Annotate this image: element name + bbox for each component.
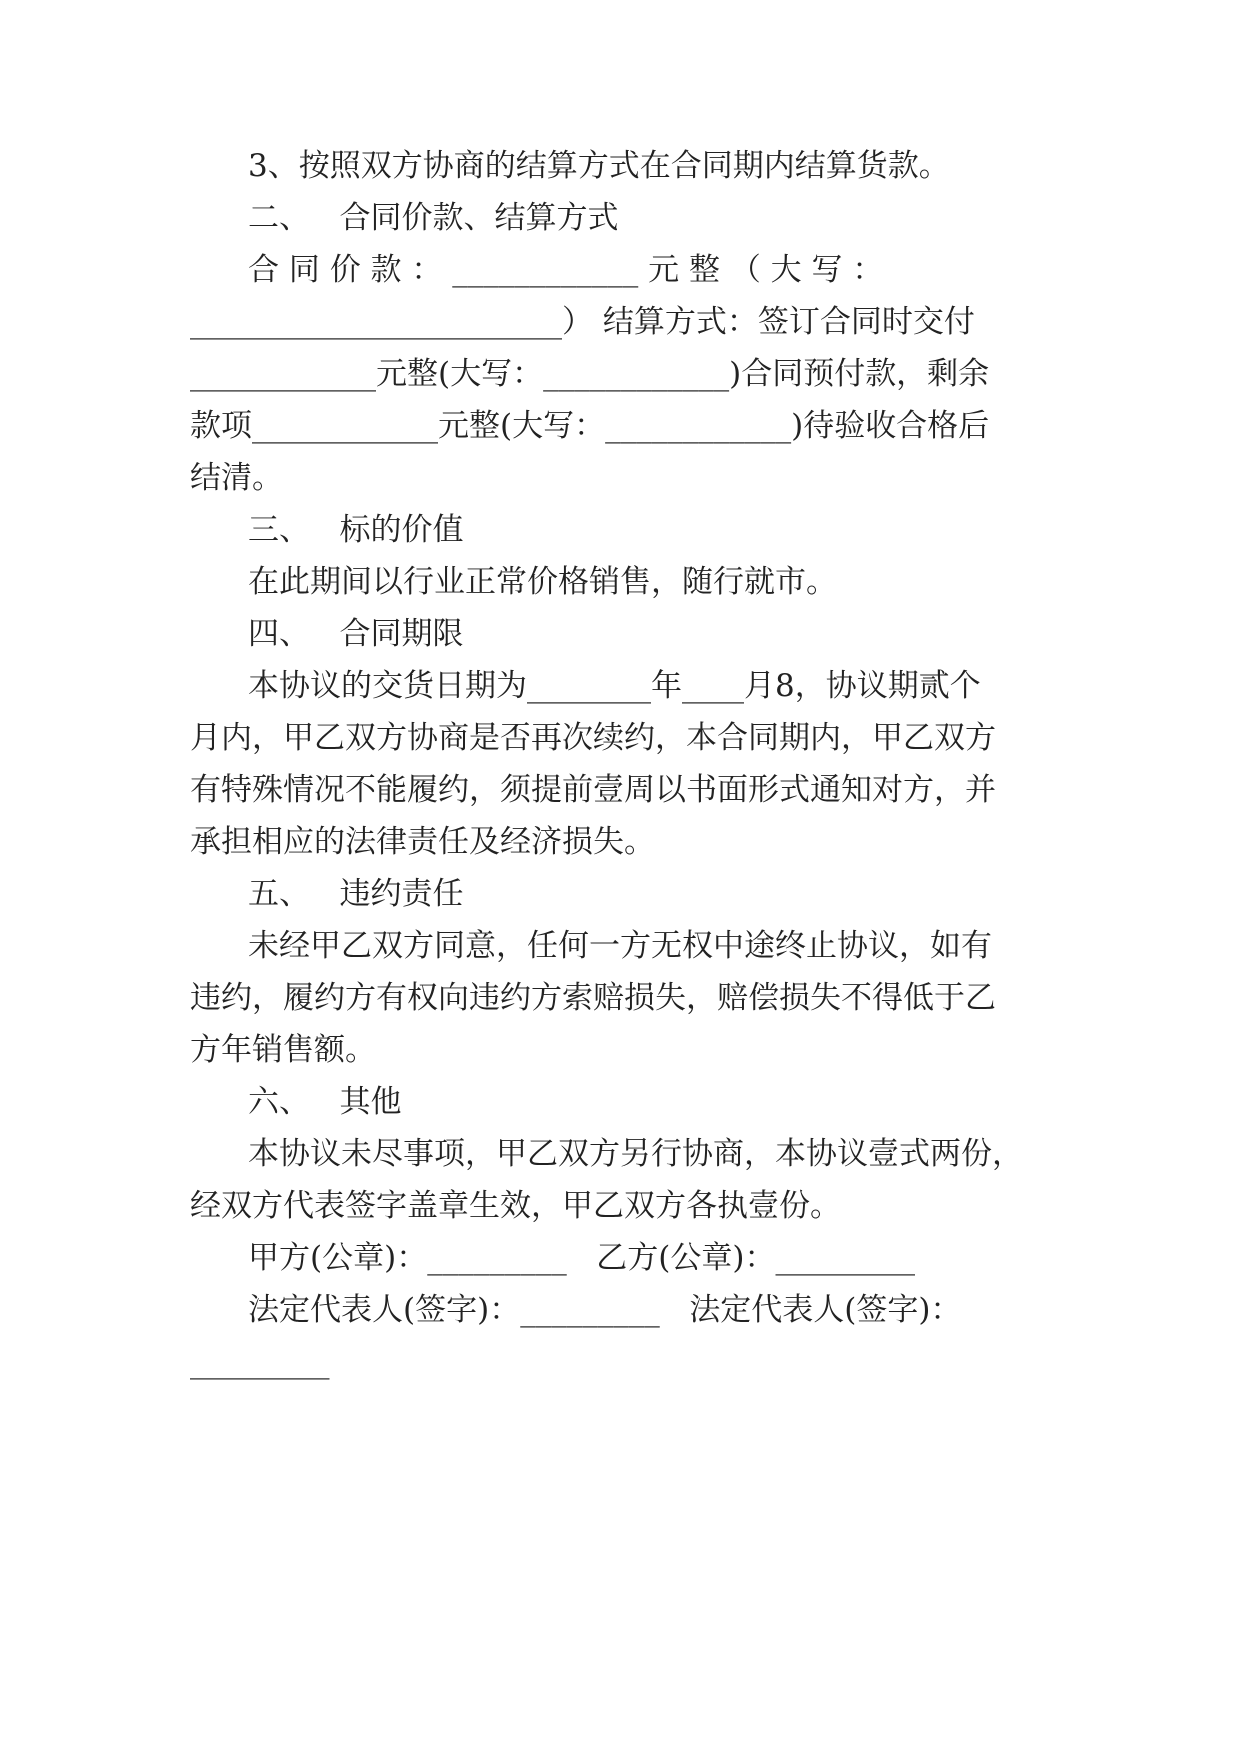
section-2-heading: 二、 合同价款、结算方式 [248,200,619,236]
settlement-end-line: 结清。 [190,460,283,496]
signature-blank-line: _________ [190,1344,330,1380]
section-3-body: 在此期间以行业正常价格销售，随行就市。 [248,564,837,600]
section-5-body-line-2: 违约，履约方有权向违约方索赔损失，赔偿损失不得低于乙 [190,980,996,1016]
section-5-heading: 五、 违约责任 [248,876,464,912]
section-4-body-line-1: 本协议的交货日期为________年____月8，协议期贰个 [248,668,981,704]
legal-representative-line: 法定代表人(签字)：_________ 法定代表人(签字)： [248,1292,962,1328]
section-3-heading: 三、 标的价值 [248,512,464,548]
section-4-heading: 四、 合同期限 [248,616,464,652]
remaining-payment-line: 款项____________元整(大写：____________)待验收合格后 [190,408,990,444]
section-4-body-line-3: 有特殊情况不能履约，须提前壹周以书面形式通知对方，并 [190,772,996,808]
section-6-body-line-2: 经双方代表签字盖章生效，甲乙双方各执壹份。 [190,1188,841,1224]
section-5-body-line-3: 方年销售额。 [190,1032,376,1068]
contract-price-line: 合 同 价 款 ： ____________ 元 整 （ 大 写 ： [248,252,884,288]
party-seal-line: 甲方(公章)：_________ 乙方(公章)：_________ [248,1240,915,1276]
section-5-body-line-1: 未经甲乙双方同意，任何一方无权中途终止协议，如有 [248,928,992,964]
section-6-body-line-1: 本协议未尽事项，甲乙双方另行协商，本协议壹式两份， [248,1136,1023,1172]
section-6-heading: 六、 其他 [248,1084,402,1120]
section-4-body-line-4: 承担相应的法律责任及经济损失。 [190,824,655,860]
settlement-method-line: ________________________） 结算方式：签订合同时交付 [190,304,975,340]
section-4-body-line-2: 月内，甲乙双方协商是否再次续约，本合同期内，甲乙双方 [190,720,996,756]
advance-payment-line: ____________元整(大写：____________)合同预付款，剩余 [190,356,990,392]
clause-3-payment: 3、按照双方协商的结算方式在合同期内结算货款。 [248,148,950,184]
